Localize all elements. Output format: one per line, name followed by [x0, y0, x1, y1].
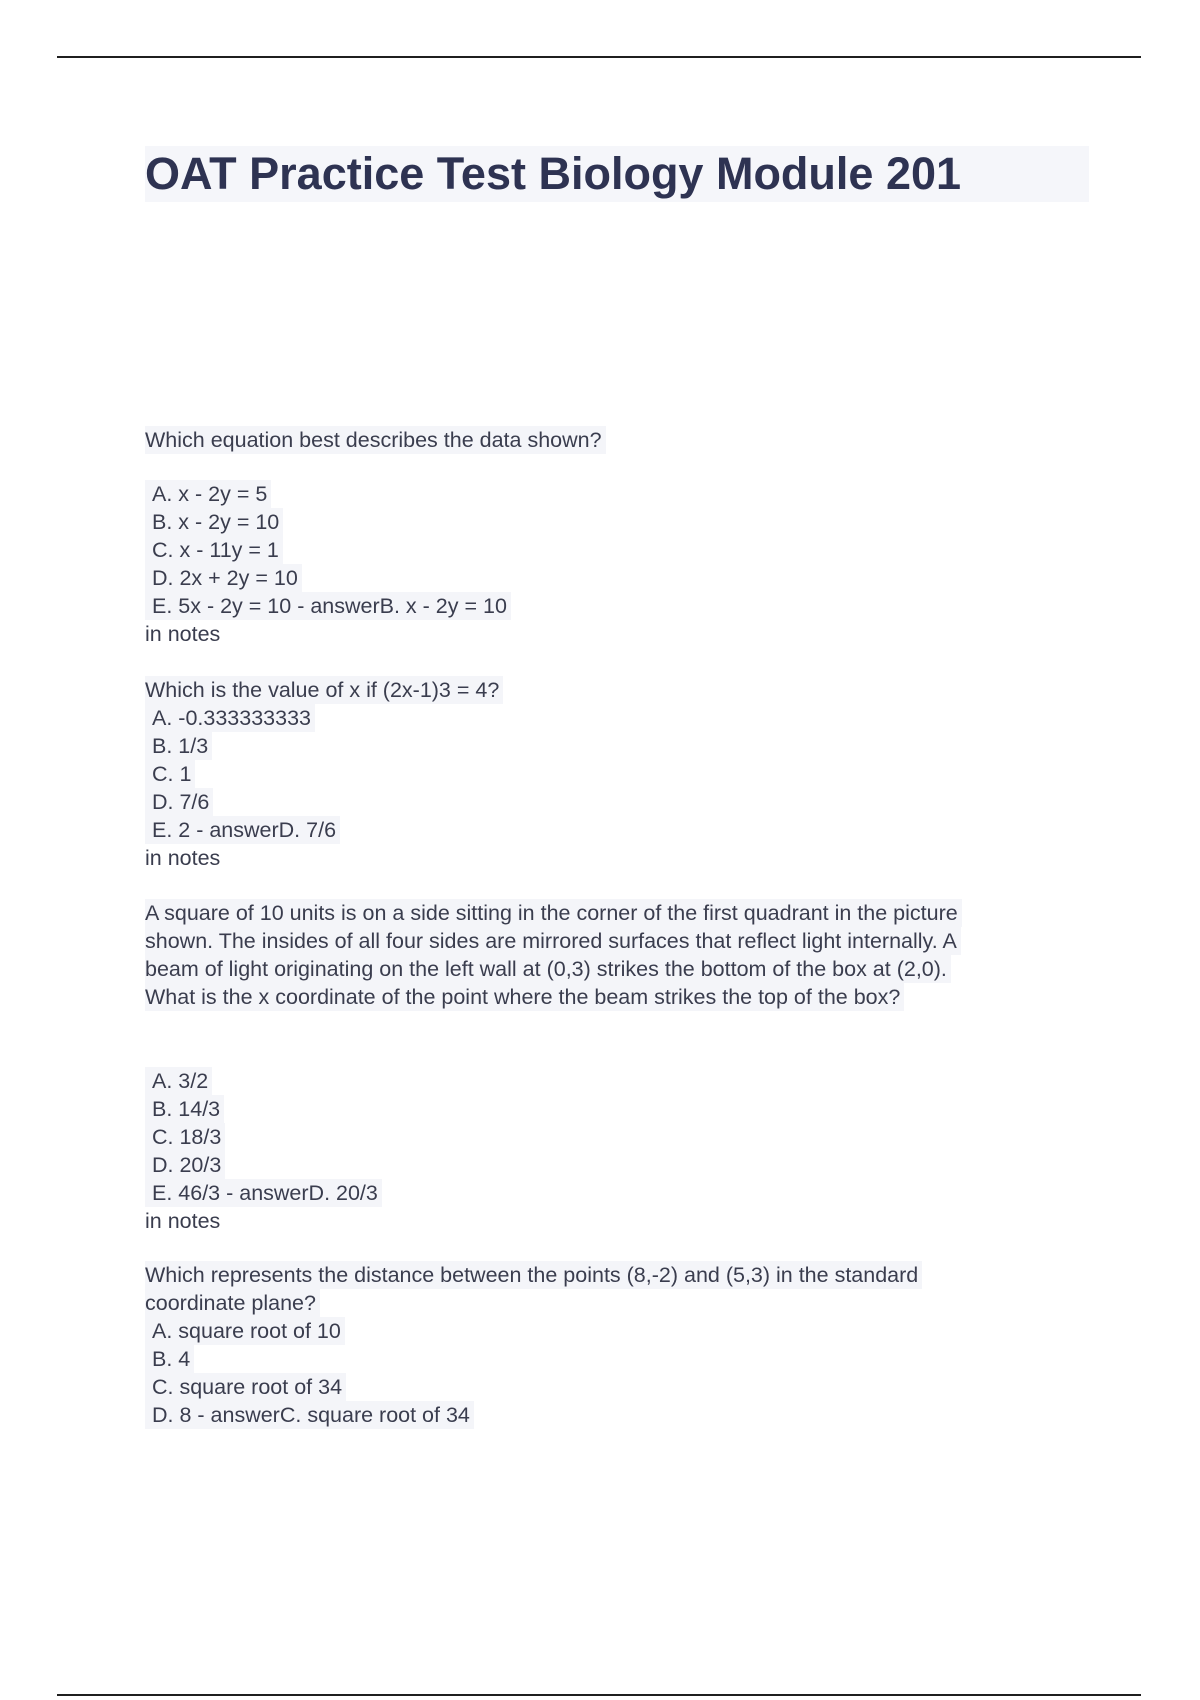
question-block-3: [145, 899, 1095, 1235]
answer-option: D. 7/6: [145, 788, 1095, 816]
notes-label: in notes: [145, 622, 221, 646]
bottom-rule: [57, 1694, 1141, 1696]
question-text: shown. The insides of all four sides are mirrored surfaces that reflect light internally. A: [145, 927, 1095, 955]
answer-option: A. -0.333333333: [145, 704, 1095, 732]
answer-option: A. 3/2: [145, 1067, 1095, 1095]
answer-option: D. 20/3: [145, 1151, 1095, 1179]
answer-option: C. 18/3: [145, 1123, 1095, 1151]
question-text: A square of 10 units is on a side sitting in the corner of the first quadrant in the picture: [145, 899, 1095, 927]
top-rule: [57, 56, 1141, 58]
answer-option: E. 46/3 - answerD. 20/3: [145, 1179, 1095, 1207]
answer-option: E. 5x - 2y = 10 - answerB. x - 2y = 10: [145, 592, 1095, 620]
answer-option: D. 2x + 2y = 10: [145, 564, 1095, 592]
page-title: OAT Practice Test Biology Module 201: [145, 146, 1089, 202]
answer-option: C. square root of 34: [145, 1373, 1095, 1401]
question-text: Which represents the distance between the points (8,-2) and (5,3) in the standard: [145, 1261, 1095, 1289]
question-text: What is the x coordinate of the point where the beam strikes the top of the box?: [145, 983, 1095, 1011]
answer-option: C. x - 11y = 1: [145, 536, 1095, 564]
notes-label: in notes: [145, 1209, 221, 1233]
question-block-4: [145, 1261, 1095, 1429]
answer-option: A. x - 2y = 5: [145, 480, 1095, 508]
question-text: beam of light originating on the left wall at (0,3) strikes the bottom of the box at (2,0).: [145, 955, 1095, 983]
answer-option: B. 1/3: [145, 732, 1095, 760]
notes-label: in notes: [145, 846, 221, 870]
question-text: Which equation best describes the data shown?: [145, 426, 1095, 454]
answer-option: E. 2 - answerD. 7/6: [145, 816, 1095, 844]
answer-option: D. 8 - answerC. square root of 34: [145, 1401, 1095, 1429]
answer-option: A. square root of 10: [145, 1317, 1095, 1345]
question-block-2: [145, 676, 1095, 872]
answer-option: C. 1: [145, 760, 1095, 788]
answer-option: B. x - 2y = 10: [145, 508, 1095, 536]
question-text: Which is the value of x if (2x-1)3 = 4?: [145, 676, 1095, 704]
answer-option: B. 4: [145, 1345, 1095, 1373]
question-block-1: [145, 426, 1095, 648]
answer-option: B. 14/3: [145, 1095, 1095, 1123]
question-text: coordinate plane?: [145, 1289, 1095, 1317]
